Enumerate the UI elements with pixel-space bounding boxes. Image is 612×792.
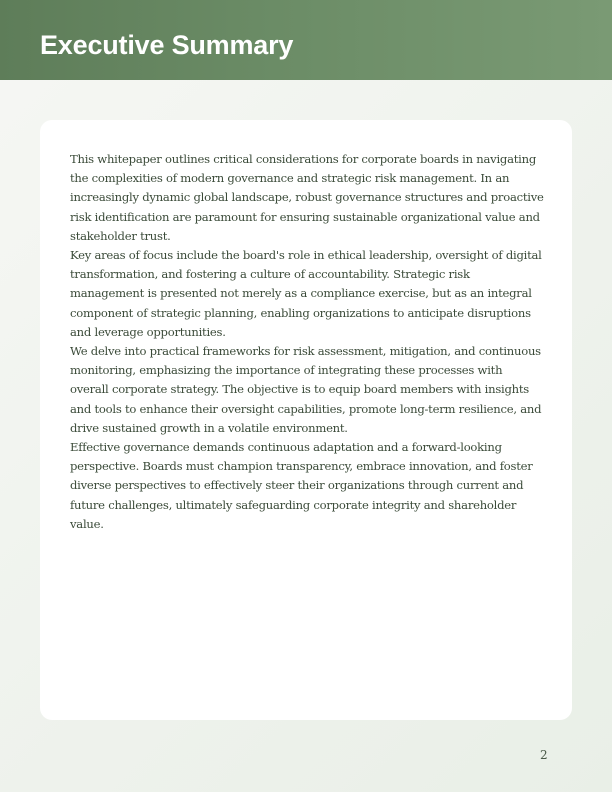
- paragraph-frameworks: We delve into practical frameworks for risk assessment, mitigation, and continuous monitoring, emphasizing the importance of integrating these processes with overall corporate strategy. The objective is to equip board members with insights and tools to enhance their oversight capabilities, promote long-term resilience, and drive sustained growth in a volatile environment.: [70, 344, 542, 435]
- page-number: 2: [540, 748, 548, 762]
- summary-body: [70, 150, 544, 534]
- paragraph-intro: This whitepaper outlines critical considerations for corporate boards in navigating the complexities of modern governance and strategic risk management. In an increasingly dynamic global landscape, robust governance structures and proactive risk identification are paramount for ensuring sustainable organizational value and stakeholder trust.: [70, 152, 544, 243]
- paragraph-focus-areas: Key areas of focus include the board's role in ethical leadership, oversight of digital transformation, and fostering a culture of accountability. Strategic risk management is presented not merely as a compliance exercise, but as an integral component of strategic planning, enabling organizations to anticipate disruptions and leverage opportunities.: [70, 248, 542, 339]
- page-header: [0, 0, 612, 80]
- paragraph-conclusion: Effective governance demands continuous adaptation and a forward-looking perspective. Boards must champion transparency, embrace innovation, and foster diverse perspectives to effectively steer their organizations through current and future challenges, ultimately safeguarding corporate integrity and shareholder value.: [70, 440, 533, 531]
- page-title: Executive Summary: [40, 30, 294, 60]
- summary-card: [40, 120, 572, 720]
